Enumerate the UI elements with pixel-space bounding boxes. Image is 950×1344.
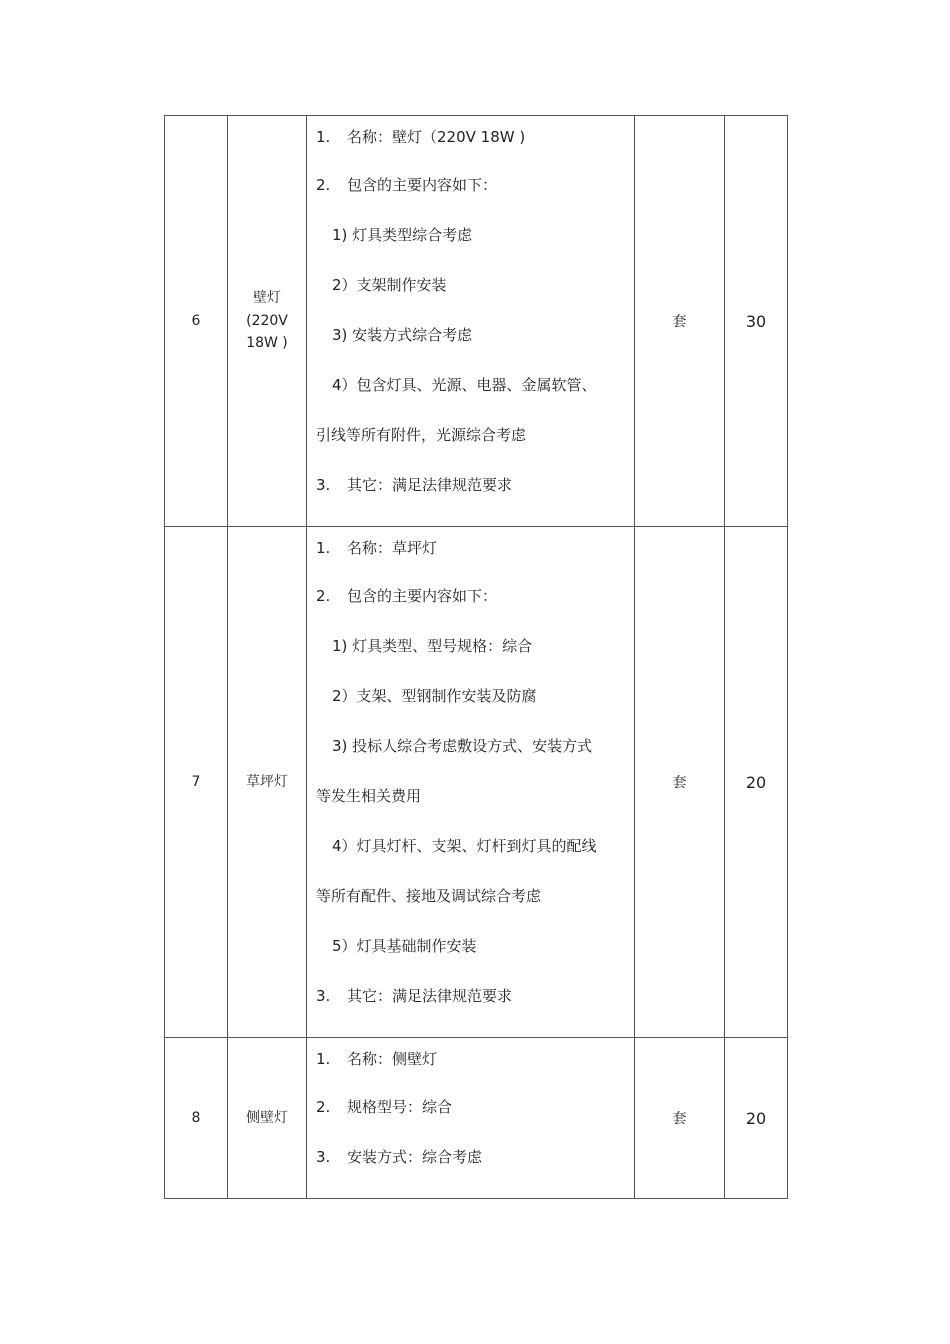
item-name-line: 侧壁灯 [246, 1109, 288, 1126]
description-line [316, 122, 626, 170]
list-number: 3. [316, 987, 331, 1005]
description-line: 等发生相关费用 [316, 787, 422, 805]
quantity-cell: 30 [725, 116, 788, 527]
description-line: 3) 投标人综合考虑敷设方式、安装方式 [332, 737, 593, 755]
description-text: 名称：壁灯（220V 18W ) [347, 128, 526, 146]
row-number-cell: 8 [165, 1038, 228, 1199]
quantity-cell: 20 [725, 1038, 788, 1199]
table-row [165, 527, 788, 1038]
description-line: 4）灯具灯杆、支架、灯杆到灯具的配线 [332, 837, 597, 855]
list-number: 1. [316, 1050, 331, 1068]
description-line: 2）支架制作安装 [332, 276, 447, 294]
description-text: 其它：满足法律规范要求 [347, 476, 513, 494]
table-row [165, 116, 788, 527]
list-number: 1. [316, 539, 331, 557]
description-line [316, 1092, 626, 1142]
list-number: 2. [316, 1098, 331, 1116]
description-line: 引线等所有附件，光源综合考虑 [316, 426, 527, 444]
item-description-cell [307, 527, 635, 1038]
list-number: 1. [316, 128, 331, 146]
description-text: 名称：侧壁灯 [347, 1050, 438, 1068]
description-line [316, 170, 626, 220]
list-number: 2. [316, 176, 331, 194]
list-number: 3. [316, 476, 331, 494]
description-line: 4）包含灯具、光源、电器、金属软管、 [332, 376, 597, 394]
description-text: 安装方式：综合考虑 [347, 1148, 483, 1166]
description-line [316, 533, 626, 581]
row-number-cell: 7 [165, 527, 228, 1038]
quantity-cell: 20 [725, 527, 788, 1038]
item-name-line: 草坪灯 [246, 773, 288, 790]
item-name-cell [228, 527, 307, 1038]
description-line [316, 981, 626, 1031]
item-name-cell [228, 1038, 307, 1199]
item-description-cell [307, 116, 635, 527]
description-line: 3) 安装方式综合考虑 [332, 326, 473, 344]
item-name-line: 18W ) [246, 335, 288, 352]
item-name-line: (220V [246, 312, 288, 329]
description-line: 1) 灯具类型综合考虑 [332, 226, 473, 244]
description-text: 其它：满足法律规范要求 [347, 987, 513, 1005]
item-name-line: 壁灯 [253, 290, 281, 307]
description-text: 名称：草坪灯 [347, 539, 438, 557]
description-text: 包含的主要内容如下： [347, 587, 498, 605]
description-line: 等所有配件、接地及调试综合考虑 [316, 887, 542, 905]
description-line: 5）灯具基础制作安装 [332, 937, 477, 955]
table-row [165, 1038, 788, 1199]
description-line [316, 1142, 626, 1192]
description-line: 2）支架、型钢制作安装及防腐 [332, 687, 537, 705]
unit-cell: 套 [635, 1038, 725, 1199]
row-number-cell: 6 [165, 116, 228, 527]
list-number: 3. [316, 1148, 331, 1166]
list-number: 2. [316, 587, 331, 605]
unit-cell: 套 [635, 527, 725, 1038]
description-text: 包含的主要内容如下： [347, 176, 498, 194]
description-text: 规格型号：综合 [347, 1098, 453, 1116]
description-line [316, 1044, 626, 1092]
unit-cell: 套 [635, 116, 725, 527]
spec-table [164, 115, 788, 1199]
item-name-cell [228, 116, 307, 527]
description-line: 1) 灯具类型、型号规格：综合 [332, 637, 533, 655]
description-line [316, 470, 626, 520]
item-description-cell [307, 1038, 635, 1199]
description-line [316, 581, 626, 631]
